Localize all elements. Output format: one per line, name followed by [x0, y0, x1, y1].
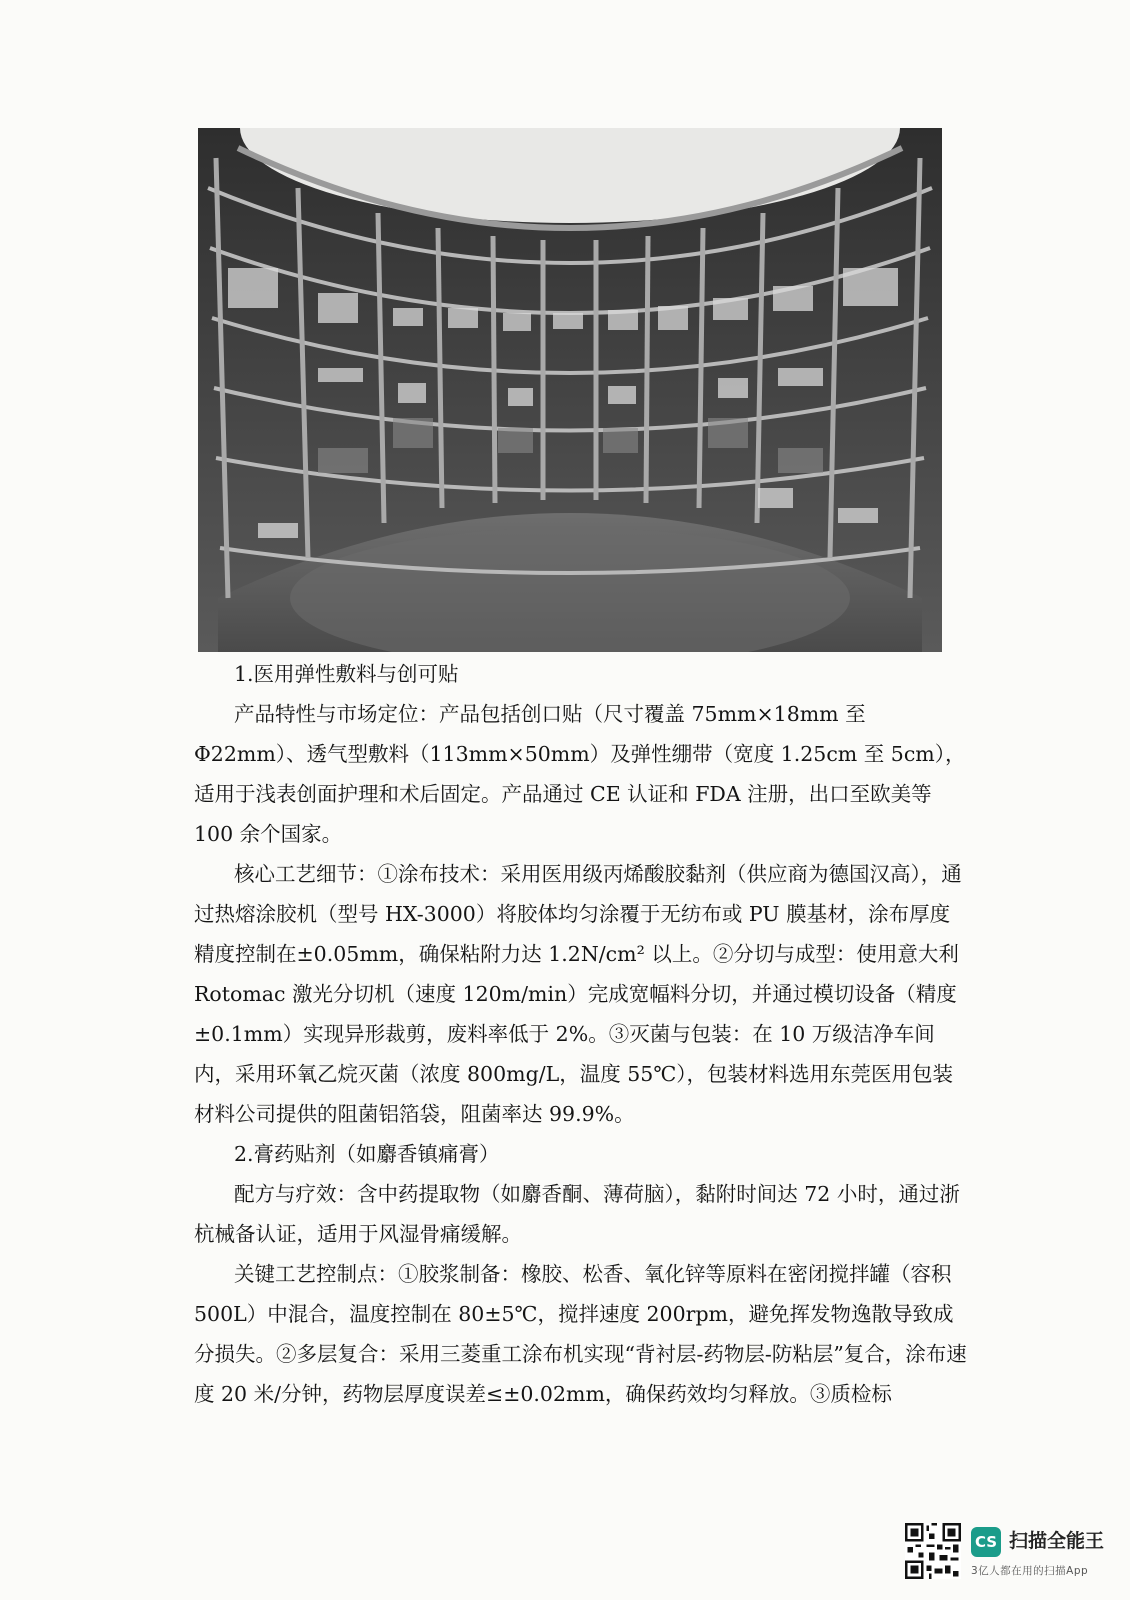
brand-slogan: 3亿人都在用的扫描App [971, 1565, 1089, 1577]
paragraph-formula-efficacy: 配方与疗效：含中药提取物（如麝香酮、薄荷脑），黏附时间达 72 小时，通过浙杭械备认证，适用于风湿骨痛缓解。 [194, 1182, 960, 1246]
paragraph-key-controls: 关键工艺控制点：①胶浆制备：橡胶、松香、氧化锌等原料在密闭搅拌罐（容积 500L）中混合，温度控制在 80±5℃，搅拌速度 200rpm，避免挥发物逸散导致成分损失。②多层复合：采用三菱重工涂布机实现“背衬层-药物层-防粘层”复合，涂布速度 20 米/分钟，药物层厚度误差≤±0.02mm，确保药效均匀释放。③质检标 [194, 1262, 967, 1406]
paragraph-process-details: 核心工艺细节：①涂布技术：采用医用级丙烯酸胶黏剂（供应商为德国汉高），通过热熔涂胶机（型号 HX-3000）将胶体均匀涂覆于无纺布或 PU 膜基材，涂布厚度精度控制在±0.05mm，确保粘附力达 1.2N/cm² 以上。②分切与成型：使用意大利 Rotomac 激光分切机（速度 120m/min）完成宽幅料分切，并通过模切设备（精度±0.1mm）实现异形裁剪，废料率低于 2%。③灭菌与包装：在 10 万级洁净车间内，采用环氧乙烷灭菌（浓度 800mg/L，温度 55℃），包装材料选用东莞医用包装材料公司提供的阻菌铝箔袋，阻菌率达 99.9%。 [194, 862, 962, 1126]
camscanner-logo: CS [971, 1527, 1001, 1557]
brand-name: 扫描全能王 [1009, 1530, 1105, 1552]
scanner-watermark [905, 1523, 1120, 1585]
section-heading-2: 2.膏药贴剂（如麝香镇痛膏） [234, 1142, 500, 1166]
paragraph-product-features: 产品特性与市场定位：产品包括创口贴（尺寸覆盖 75mm×18mm 至Φ22mm）、透气型敷料（113mm×50mm）及弹性绷带（宽度 1.25cm 至 5cm），适用于浅表创面护理和术后固定。产品通过 CE 认证和 FDA 注册，出口至欧美等 100 余个国家。 [194, 702, 966, 846]
document-body [194, 654, 970, 1414]
section-heading-1: 1.医用弹性敷料与创可贴 [234, 662, 459, 686]
shelving-photo [198, 128, 942, 652]
qr-code-icon [905, 1523, 961, 1579]
